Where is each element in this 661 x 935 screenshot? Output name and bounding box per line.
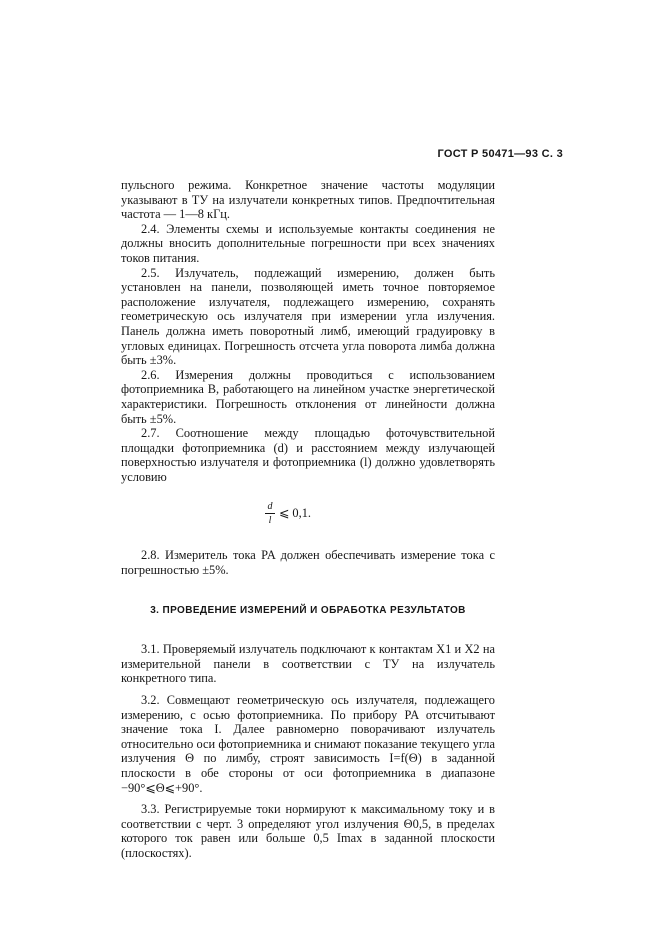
paragraph-3-1: 3.1. Проверяемый излучатель подключают к контактам X1 и X2 на измерительной панели в соответствии с ТУ на излучатель конкретного типа.: [121, 642, 495, 686]
paragraph-3-2: 3.2. Совмещают геометрическую ось излучателя, подлежащего измерению, с осью фотоприемника. По прибору PA отсчитывают значение тока I. Далее равномерно поворачивают излучатель относительно оси фотоприемника и снимают показание текущего угла излучения Θ по лимбу, строят зависимость I=f(Θ) в заданной плоскости в обе стороны от оси фотоприемника в диапазоне −90°⩽Θ⩽+90°.: [121, 693, 495, 795]
paragraph-2-5: 2.5. Излучатель, подлежащий измерению, должен быть установлен на панели, позволяющей иметь точное повторяемое расположение излучателя, подлежащего измерению, сохранять геометрическую ось излучателя при измерении угла излучения. Панель должна иметь поворотный лимб, имеющий градуировку в угловых единицах. Погрешность отсчета угла поворота лимба должна быть ±3%.: [121, 265, 495, 368]
numerator: d: [267, 500, 273, 512]
paragraph-continuation: пульсного режима. Конкретное значение частоты модуляции указывают в ТУ на излучатели конкретных типов. Предпочтительная частота — 1—8 кГц.: [121, 178, 495, 222]
paragraph-2-8: 2.8. Измеритель тока PA должен обеспечивать измерение тока с погрешностью ±5%.: [121, 548, 495, 578]
page-header: ГОСТ Р 50471—93 С. 3: [437, 148, 563, 160]
denominator: l: [268, 514, 272, 526]
paragraph-2-4: 2.4. Элементы схемы и используемые контакты соединения не должны вносить дополнительные погрешности при всех значениях токов питания.: [121, 221, 495, 265]
spacer: [121, 795, 495, 802]
spacer: [121, 686, 495, 693]
document-body: [121, 178, 495, 861]
fraction-bar: [265, 513, 275, 514]
paragraph-2-6: 2.6. Измерения должны проводиться с использованием фотоприемника B, работающего на линейном участке энергетической характеристики. Погрешность отклонения от линейности должна быть ±5%.: [121, 367, 495, 426]
section-title: 3. ПРОВЕДЕНИЕ ИЗМЕРЕНИЙ И ОБРАБОТКА РЕЗУЛЬТАТОВ: [150, 604, 466, 616]
condition-formula: [121, 494, 495, 532]
paragraph-3-3: 3.3. Регистрируемые токи нормируют к максимальному току и в соответствии с черт. 3 определяют угол излучения Θ0,5, в пределах которого ток равен или больше 0,5 Imax в заданной плоскости (плоскостях).: [121, 802, 495, 860]
relation: ⩽ 0,1.: [278, 506, 312, 521]
paragraph-2-7: 2.7. Соотношение между площадью фоточувствительной площадки фотоприемника (d) и расстоянием между излучающей поверхностью излучателя и фотоприемника (l) должно удовлетворять условию: [121, 426, 495, 484]
fraction: [265, 501, 275, 526]
